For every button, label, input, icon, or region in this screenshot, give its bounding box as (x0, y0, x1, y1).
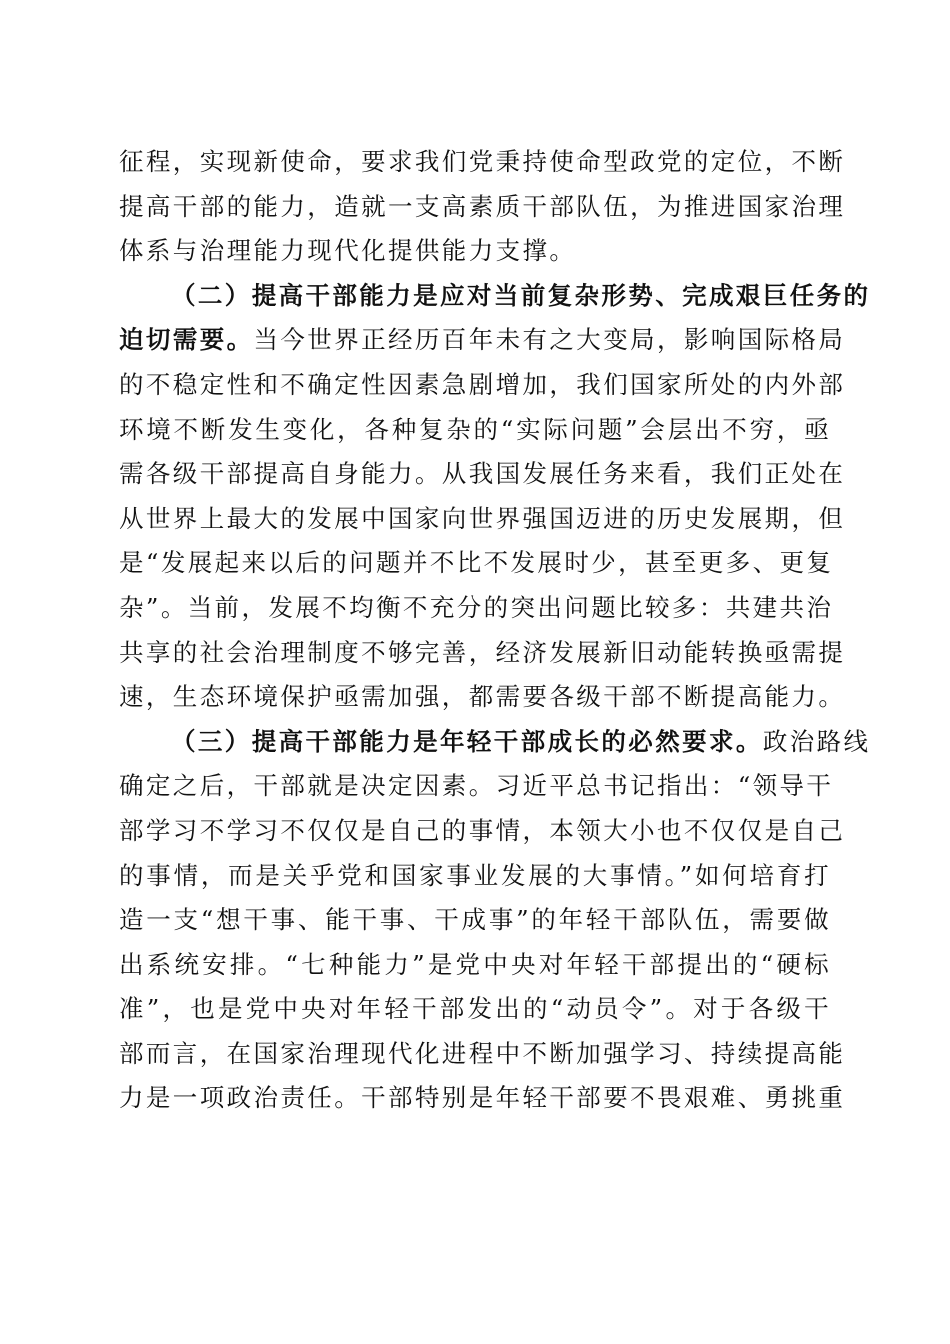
text-line: 部而言，在国家治理现代化进程中不断加强学习、持续提高能 (119, 1038, 846, 1068)
paragraph-2 (119, 274, 871, 720)
section-heading-3: （三）提高干部能力是年轻干部成长的必然要求。政治路线 (171, 726, 871, 756)
text-line: 的不稳定性和不确定性因素急剧增加，我们国家所处的内外部 (119, 369, 846, 399)
section-heading-2: （二）提高干部能力是应对当前复杂形势、完成艰巨任务的 (171, 280, 871, 310)
text-line: 出系统安排。“七种能力”是党中央对年轻干部提出的“硬标 (119, 949, 831, 979)
text-line: 速，生态环境保护亟需加强，都需要各级干部不断提高能力。 (119, 682, 846, 712)
text-line: 造一支“想干事、能干事、干成事”的年轻干部队伍，需要做 (119, 905, 831, 935)
text-line: 确定之后，干部就是决定因素。习近平总书记指出：“领导干 (119, 771, 834, 801)
text-line: 征程，实现新使命，要求我们党秉持使命型政党的定位，不断 (119, 147, 846, 176)
text-line: 迫切需要。当今世界正经历百年未有之大变局，影响国际格局 (119, 325, 846, 355)
text-line: 杂”。当前，发展不均衡不充分的突出问题比较多：共建共治 (119, 592, 834, 622)
text-line: 从世界上最大的发展中国家向世界强国迈进的历史发展期，但 (119, 503, 846, 533)
paragraph-3 (119, 720, 871, 1121)
text-line: 是“发展起来以后的问题并不比不发展时少，甚至更多、更复 (119, 548, 834, 578)
text-line: 需各级干部提高自身能力。从我国发展任务来看，我们正处在 (119, 459, 846, 489)
section-heading-2-end: 迫切需要。 (119, 325, 254, 355)
document-body (119, 140, 871, 1121)
text-line: 力是一项政治责任。干部特别是年轻干部要不畏艰难、勇挑重 (119, 1083, 846, 1113)
text-line: 提高干部的能力，造就一支高素质干部队伍，为推进国家治理 (119, 191, 846, 221)
text-line: 环境不断发生变化，各种复杂的“实际问题”会层出不穷，亟 (119, 414, 831, 444)
text-line: 共享的社会治理制度不够完善，经济发展新旧动能转换亟需提 (119, 637, 846, 667)
text-line: 体系与治理能力现代化提供能力支撑。 (119, 236, 577, 266)
text-line: 部学习不学习不仅仅是自己的事情，本领大小也不仅仅是自己 (119, 815, 846, 845)
text-line: 准”，也是党中央对年轻干部发出的“动员令”。对于各级干 (119, 994, 831, 1024)
text-line: 的事情，而是关乎党和国家事业发展的大事情。”如何培育打 (119, 860, 831, 890)
paragraph-1 (119, 140, 846, 274)
